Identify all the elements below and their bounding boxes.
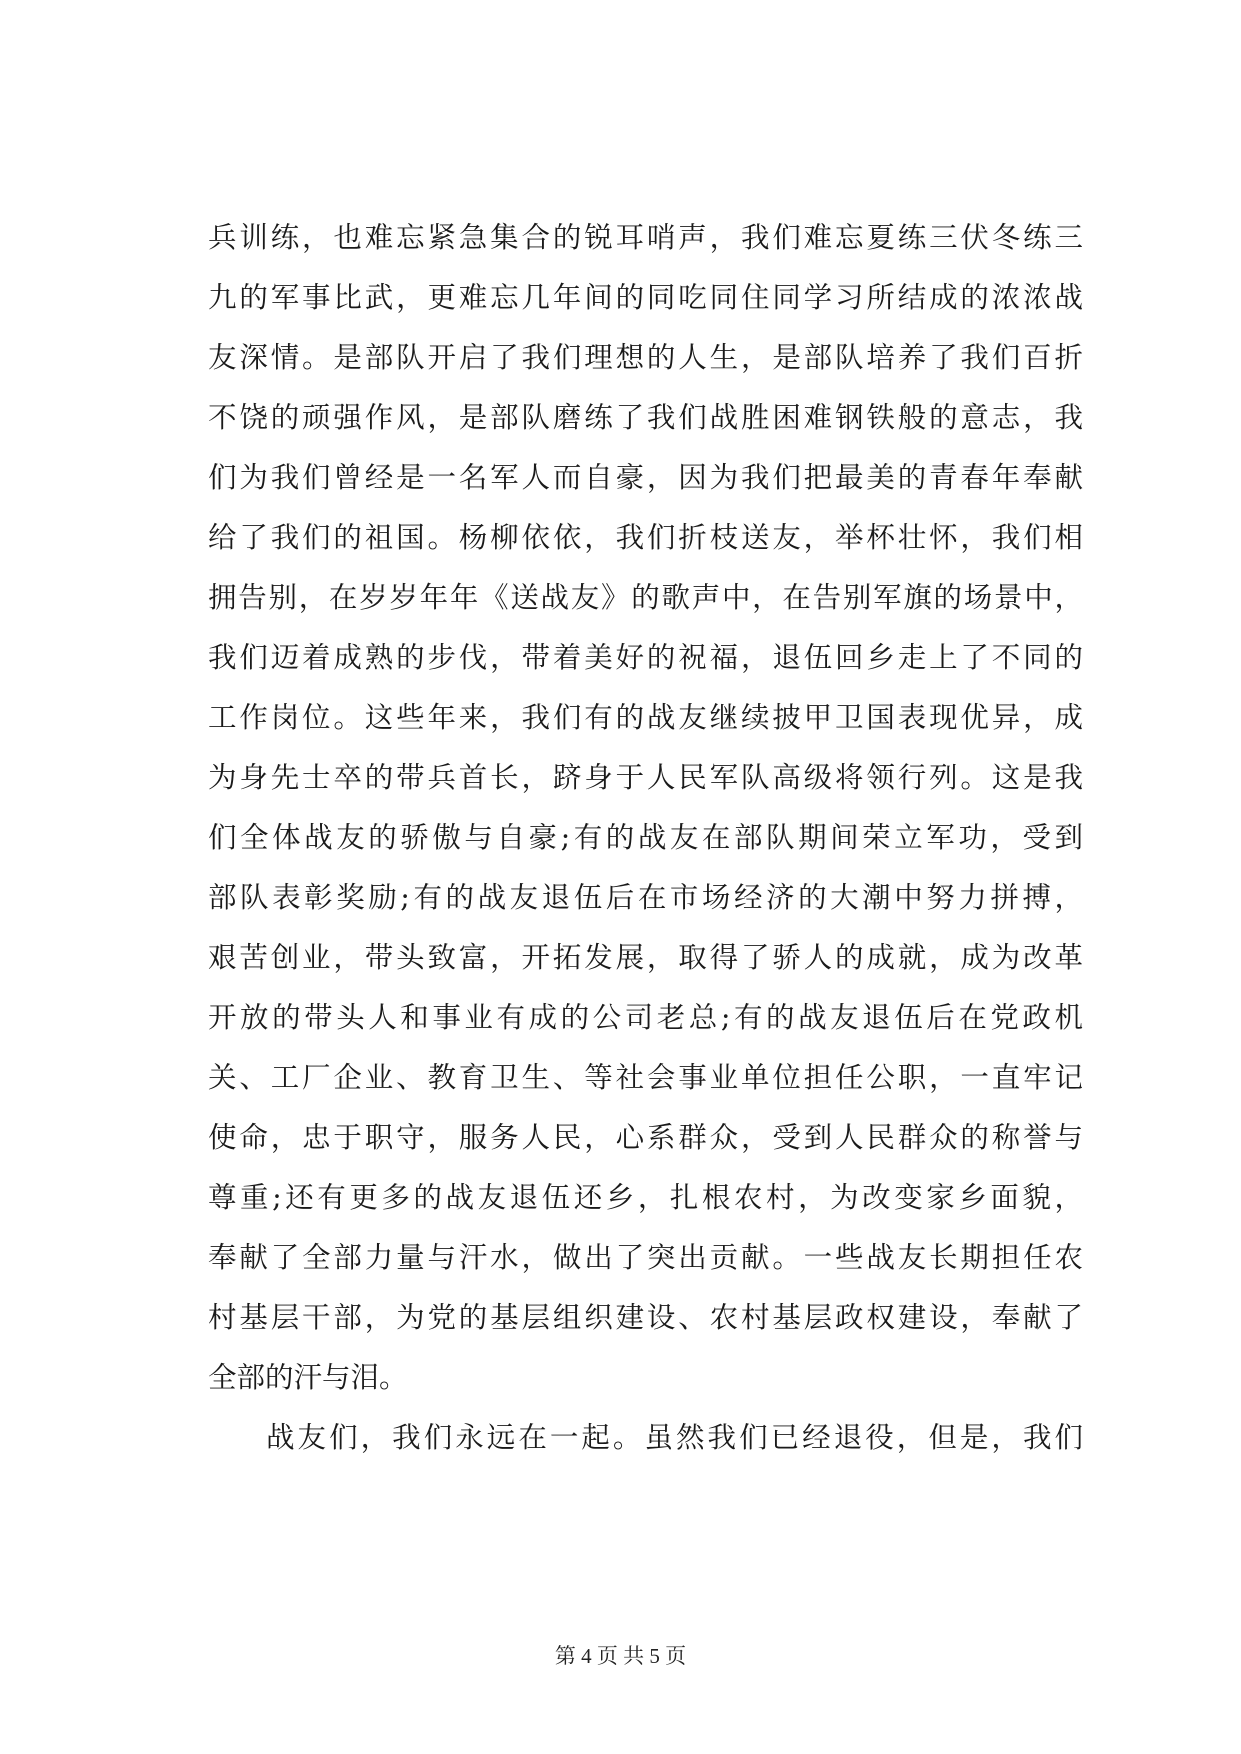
- text-line: 兵训练，也难忘紧急集合的锐耳哨声，我们难忘夏练三伏冬练三: [208, 221, 1083, 254]
- text-line: 们全体战友的骄傲与自豪;有的战友在部队期间荣立军功，受到: [208, 821, 1083, 854]
- text-line: 拥告别，在岁岁年年《送战友》的歌声中，在告别军旗的场景中，: [208, 581, 1083, 614]
- text-line: 工作岗位。这些年来，我们有的战友继续披甲卫国表现优异，成: [208, 701, 1083, 734]
- text-line: 艰苦创业，带头致富，开拓发展，取得了骄人的成就，成为改革: [208, 941, 1083, 974]
- text-line: 友深情。是部队开启了我们理想的人生，是部队培养了我们百折: [208, 341, 1083, 374]
- paragraph-2: [208, 1408, 1083, 1468]
- text-line: 关、工厂企业、教育卫生、等社会事业单位担任公职，一直牢记: [208, 1061, 1083, 1094]
- text-line: 村基层干部，为党的基层组织建设、农村基层政权建设，奉献了: [208, 1301, 1083, 1334]
- paragraph-1: [208, 208, 1083, 1408]
- text-line: 九的军事比武，更难忘几年间的同吃同住同学习所结成的浓浓战: [208, 281, 1083, 314]
- text-line: 部队表彰奖励;有的战友退伍后在市场经济的大潮中努力拼搏，: [208, 881, 1083, 914]
- text-line: 给了我们的祖国。杨柳依依，我们折枝送友，举杯壮怀，我们相: [208, 521, 1083, 554]
- text-line: 们为我们曾经是一名军人而自豪，因为我们把最美的青春年奉献: [208, 461, 1083, 494]
- text-line: 不饶的顽强作风，是部队磨练了我们战胜困难钢铁般的意志，我: [208, 401, 1083, 434]
- text-line: 奉献了全部力量与汗水，做出了突出贡献。一些战友长期担任农: [208, 1241, 1083, 1274]
- body-text: [208, 208, 1083, 1468]
- text-line: 战友们，我们永远在一起。虽然我们已经退役，但是，我们: [266, 1421, 1083, 1454]
- text-line: 为身先士卒的带兵首长，跻身于人民军队高级将领行列。这是我: [208, 761, 1083, 794]
- text-line: 使命，忠于职守，服务人民，心系群众，受到人民群众的称誉与: [208, 1121, 1083, 1154]
- text-line: 全部的汗与泪。: [208, 1361, 408, 1394]
- page-number-footer: 第 4 页 共 5 页: [554, 1644, 687, 1668]
- text-line: 尊重;还有更多的战友退伍还乡，扎根农村，为改变家乡面貌，: [208, 1181, 1083, 1214]
- text-line: 我们迈着成熟的步伐，带着美好的祝福，退伍回乡走上了不同的: [208, 641, 1083, 674]
- text-line: 开放的带头人和事业有成的公司老总;有的战友退伍后在党政机: [208, 1001, 1083, 1034]
